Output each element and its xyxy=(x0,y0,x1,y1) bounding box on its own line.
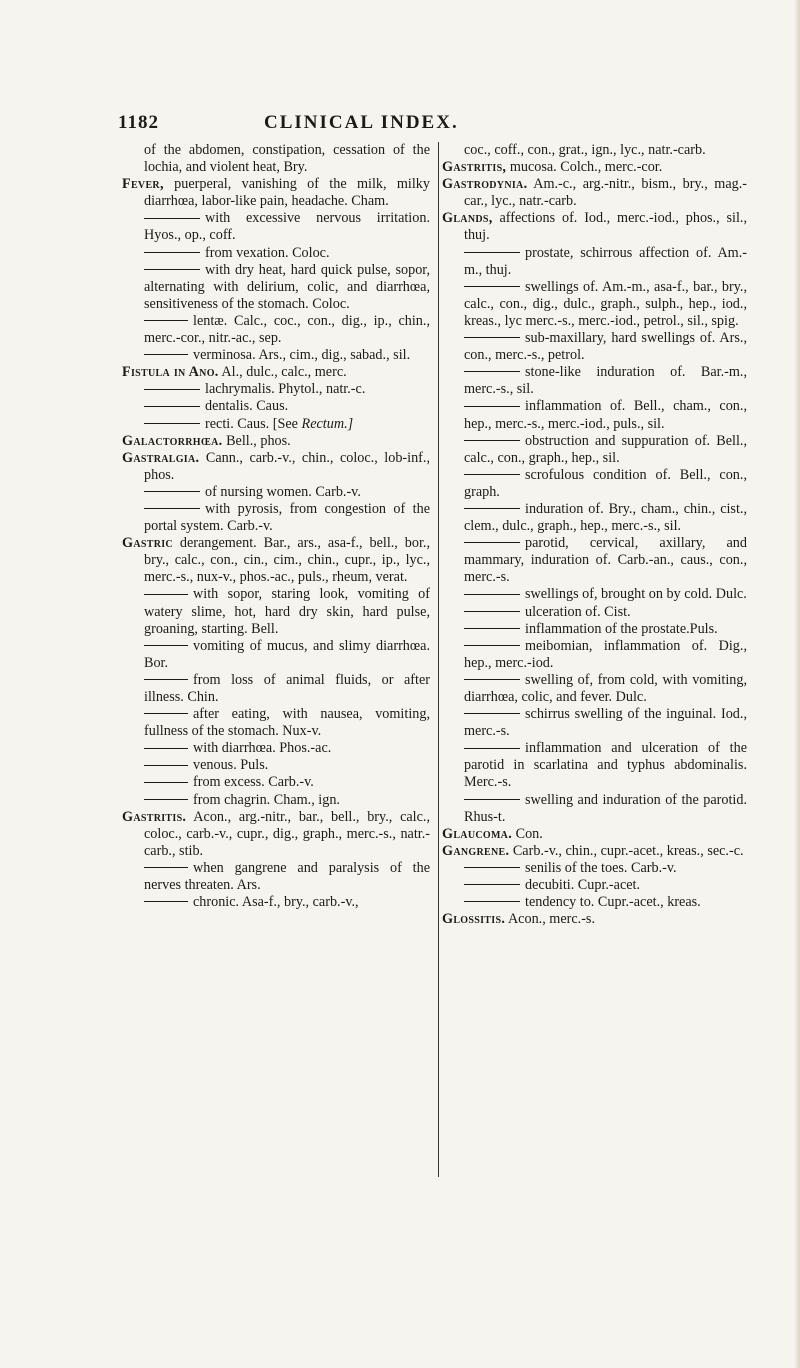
entry-heading: Fistula in Ano. xyxy=(122,364,219,381)
ditto-dash xyxy=(144,799,188,800)
ditto-dash xyxy=(464,628,520,629)
running-title: CLINICAL INDEX. xyxy=(264,112,459,133)
ditto-dash xyxy=(464,748,520,749)
entry-text: swellings of, brought on by cold. Dulc. xyxy=(525,586,747,603)
entry-text: schirrus swelling of the inguinal. Iod., merc.-s. xyxy=(464,706,747,740)
ditto-dash xyxy=(464,884,520,885)
entry-text: tendency to. Cupr.-acet., kreas. xyxy=(525,894,701,911)
entry-text: lachrymalis. Phytol., natr.-c. xyxy=(205,381,366,398)
entry-text: induration of. Bry., cham., chin., cist., clem., dulc., graph., hep., merc.-s., sil. xyxy=(464,500,747,535)
ditto-dash xyxy=(464,594,520,595)
index-subentry xyxy=(122,245,430,262)
entry-text: derangement. Bar., ars., asa-f., bell., bor., bry., calc., con., cin., cim., chin., cupr., ip., lyc., merc.-s., nux-v., phos.-ac., puls., rheum, verat. xyxy=(144,535,431,586)
ditto-dash xyxy=(464,713,520,714)
entry-text: Carb.-v., chin., cupr.-acet., kreas., sec.-c. xyxy=(512,842,744,859)
entry-text: with excessive nervous irritation. Hyos., op., coff. xyxy=(144,210,430,244)
index-subentry xyxy=(122,501,430,535)
ditto-dash xyxy=(464,474,520,475)
page-header xyxy=(118,112,698,138)
ditto-dash xyxy=(144,354,188,355)
entry-text: ulceration of. Cist. xyxy=(525,603,631,620)
entry-heading: Glossitis. xyxy=(442,911,506,928)
index-subentry xyxy=(442,586,747,603)
entry-text: vomiting of mucus, and slimy diarrhœa. Bor. xyxy=(144,637,430,671)
index-subentry xyxy=(442,792,747,826)
index-subentry xyxy=(442,672,747,706)
ditto-dash xyxy=(464,611,520,612)
index-subentry xyxy=(122,672,430,706)
entry-text: Am.-c., arg.-nitr., bism., bry., mag.-car., lyc., natr.-carb. xyxy=(464,176,747,210)
index-entry xyxy=(442,843,747,860)
index-subentry xyxy=(122,706,430,740)
ditto-dash xyxy=(464,508,520,509)
ditto-dash xyxy=(464,337,520,338)
ditto-dash xyxy=(464,406,520,407)
entry-text: venous. Puls. xyxy=(193,757,269,774)
ditto-dash xyxy=(144,508,200,509)
index-subentry xyxy=(442,894,747,911)
entry-text: prostate, schirrous affection of. Am.-m., thuj. xyxy=(464,244,747,278)
entry-text: senilis of the toes. Carb.-v. xyxy=(525,859,677,876)
index-entry xyxy=(442,911,747,928)
index-entry xyxy=(442,826,747,843)
entry-text: from loss of animal fluids, or after illness. Chin. xyxy=(144,671,430,705)
left-column xyxy=(122,142,439,1177)
index-subentry xyxy=(442,740,747,791)
entry-text: with diarrhœa. Phos.-ac. xyxy=(193,740,332,757)
entry-text: inflammation and ulceration of the parotid in scarlatina and typhus abdominalis. Merc.-s. xyxy=(464,740,747,791)
entry-text: dentalis. Caus. xyxy=(205,398,289,415)
entry-text: Con. xyxy=(515,825,543,842)
ditto-dash xyxy=(144,679,188,680)
index-entry xyxy=(122,450,430,484)
entry-heading: Glaucoma. xyxy=(442,825,513,842)
entry-text: with sopor, staring look, vomiting of watery slime, hot, hard dry skin, hard pulse, groaning, starting. Bell. xyxy=(144,586,430,637)
ditto-dash xyxy=(144,748,188,749)
index-subentry xyxy=(122,484,430,501)
entry-text: verminosa. Ars., cim., dig., sabad., sil. xyxy=(193,347,411,364)
index-subentry xyxy=(122,416,430,433)
ditto-dash xyxy=(464,286,520,287)
entry-text: sub-maxillary, hard swellings of. Ars., con., merc.-s., petrol. xyxy=(464,330,747,364)
entry-text: inflammation of. Bell., cham., con., hep., merc.-s., merc.-iod., puls., sil. xyxy=(464,398,747,432)
index-subentry xyxy=(122,740,430,757)
index-subentry xyxy=(442,245,747,279)
page-edge-shadow xyxy=(794,0,800,1368)
index-subentry xyxy=(442,501,747,535)
entry-text: swelling and induration of the parotid. Rhus-t. xyxy=(464,791,747,825)
index-entry xyxy=(122,433,430,450)
entry-text: chronic. Asa-f., bry., carb.-v., xyxy=(193,894,359,911)
entry-text: swellings of. Am.-m., asa-f., bar., bry., calc., con., dig., dulc., graph., sulph., hep., iod., kreas., lyc merc.-s., merc.-iod., petrol., sil., spig. xyxy=(464,278,747,329)
entry-heading: Gangrene. xyxy=(442,842,510,859)
entry-text: when gangrene and paralysis of the nerves threaten. Ars. xyxy=(144,859,430,894)
entry-text: puerperal, vanishing of the milk, milky diarrhœa, labor-like pain, headache. Cham. xyxy=(144,176,430,210)
entry-text: parotid, cervical, axillary, and mammary, induration of. Carb.-an., caus., con., merc.-s. xyxy=(464,535,747,586)
index-entry xyxy=(442,210,747,244)
index-subentry xyxy=(122,347,430,364)
index-subentry xyxy=(122,860,430,894)
index-subentry xyxy=(122,262,430,313)
index-entry xyxy=(122,809,430,860)
index-subentry xyxy=(122,210,430,244)
index-subentry xyxy=(442,860,747,877)
ditto-dash xyxy=(464,679,520,680)
entry-text: Cann., carb.-v., chin., coloc., lob-inf., phos. xyxy=(144,449,430,483)
page-number: 1182 xyxy=(118,112,159,133)
ditto-dash xyxy=(464,542,520,543)
ditto-dash xyxy=(144,389,200,390)
index-subentry xyxy=(442,638,747,672)
ditto-dash xyxy=(144,713,188,714)
index-subentry xyxy=(442,706,747,740)
index-subentry xyxy=(442,467,747,501)
entry-heading: Gastric xyxy=(122,535,173,552)
ditto-dash xyxy=(464,645,520,646)
entry-text: scrofulous condition of. Bell., con., graph. xyxy=(464,466,747,500)
index-subentry xyxy=(442,398,747,432)
entry-text: coc., coff., con., grat., ign., lyc., natr.-carb. xyxy=(464,142,706,158)
entry-text: from vexation. Coloc. xyxy=(205,244,330,261)
entry-text: of the abdomen, constipation, cessation of the lochia, and violent heat, Bry. xyxy=(144,142,430,176)
cross-reference: Rectum.] xyxy=(301,415,354,432)
ditto-dash xyxy=(144,269,200,270)
index-entry xyxy=(122,535,430,586)
ditto-dash xyxy=(144,320,188,321)
entry-heading: Gastralgia. xyxy=(122,449,200,466)
entry-text: Acon., merc.-s. xyxy=(507,911,596,928)
ditto-dash xyxy=(144,901,188,902)
ditto-dash xyxy=(144,645,188,646)
index-subentry xyxy=(442,279,747,330)
index-subentry xyxy=(122,313,430,347)
entry-text: decubiti. Cupr.-acet. xyxy=(525,877,641,894)
index-subentry xyxy=(442,330,747,364)
entry-text: Acon., arg.-nitr., bar., bell., bry., calc., coloc., carb.-v., cupr., dig., graph., merc.-s., natr.-carb., stib. xyxy=(144,808,430,859)
entry-text: Bell., phos. xyxy=(226,432,291,449)
index-subentry xyxy=(122,381,430,398)
entry-text: with dry heat, hard quick pulse, sopor, alternating with delirium, colic, and diarrhœa, sensitiveness of the stomach. Coloc. xyxy=(144,261,430,312)
index-subentry xyxy=(442,621,747,638)
entry-text: stone-like induration of. Bar.-m., merc.-s., sil. xyxy=(464,364,747,398)
right-column xyxy=(442,142,747,928)
entry-text: after eating, with nausea, vomiting, fullness of the stomach. Nux-v. xyxy=(144,706,430,740)
index-continuation xyxy=(122,142,430,176)
index-entry xyxy=(442,176,747,210)
index-subentry xyxy=(122,586,430,637)
entry-text: from chagrin. Cham., ign. xyxy=(193,791,340,808)
entry-heading: Gastrodynia. xyxy=(442,176,528,193)
entry-heading: Galactorrhœa. xyxy=(122,432,223,449)
index-subentry xyxy=(442,433,747,467)
entry-text: of nursing women. Carb.-v. xyxy=(205,483,361,500)
ditto-dash xyxy=(464,252,520,253)
index-entry xyxy=(122,364,430,381)
ditto-dash xyxy=(144,782,188,783)
index-subentry xyxy=(122,398,430,415)
index-subentry xyxy=(122,757,430,774)
entry-text: mucosa. Colch., merc.-cor. xyxy=(509,159,663,176)
index-entry xyxy=(122,176,430,210)
ditto-dash xyxy=(144,423,200,424)
index-subentry xyxy=(442,535,747,586)
ditto-dash xyxy=(464,901,520,902)
index-subentry xyxy=(122,638,430,672)
entry-heading: Glands, xyxy=(442,210,493,227)
ditto-dash xyxy=(144,594,188,595)
index-subentry xyxy=(442,364,747,398)
entry-heading: Gastritis, xyxy=(442,159,507,176)
entry-text: lentæ. Calc., coc., con., dig., ip., chin., merc.-cor., nitr.-ac., sep. xyxy=(144,312,430,347)
ditto-dash xyxy=(144,491,200,492)
ditto-dash xyxy=(464,799,520,800)
index-subentry xyxy=(122,894,430,911)
entry-text: inflammation of the prostate.Puls. xyxy=(525,620,718,637)
index-continuation xyxy=(442,142,747,159)
entry-text: meibomian, inflammation of. Dig., hep., merc.-iod. xyxy=(464,637,747,671)
entry-text: affections of. Iod., merc.-iod., phos., sil., thuj. xyxy=(464,210,748,244)
ditto-dash xyxy=(464,440,520,441)
index-entry xyxy=(442,159,747,176)
index-subentry xyxy=(442,604,747,621)
entry-text: obstruction and suppuration of. Bell., calc., con., graph., hep., sil. xyxy=(464,432,747,466)
ditto-dash xyxy=(144,406,200,407)
index-subentry xyxy=(122,774,430,791)
ditto-dash xyxy=(144,252,200,253)
entry-text: swelling of, from cold, with vomiting, diarrhœa, colic, and fever. Dulc. xyxy=(464,671,747,705)
entry-text: from excess. Carb.-v. xyxy=(193,774,314,791)
ditto-dash xyxy=(144,218,200,219)
entry-text: with pyrosis, from congestion of the portal system. Carb.-v. xyxy=(144,500,430,535)
index-subentry xyxy=(442,877,747,894)
entry-text: Al., dulc., calc., merc. xyxy=(221,364,347,381)
ditto-dash xyxy=(464,867,520,868)
entry-text: recti. Caus. [See xyxy=(205,415,298,432)
ditto-dash xyxy=(464,371,520,372)
ditto-dash xyxy=(144,867,188,868)
entry-heading: Fever, xyxy=(122,176,164,193)
ditto-dash xyxy=(144,765,188,766)
index-subentry xyxy=(122,792,430,809)
entry-heading: Gastritis. xyxy=(122,808,187,825)
